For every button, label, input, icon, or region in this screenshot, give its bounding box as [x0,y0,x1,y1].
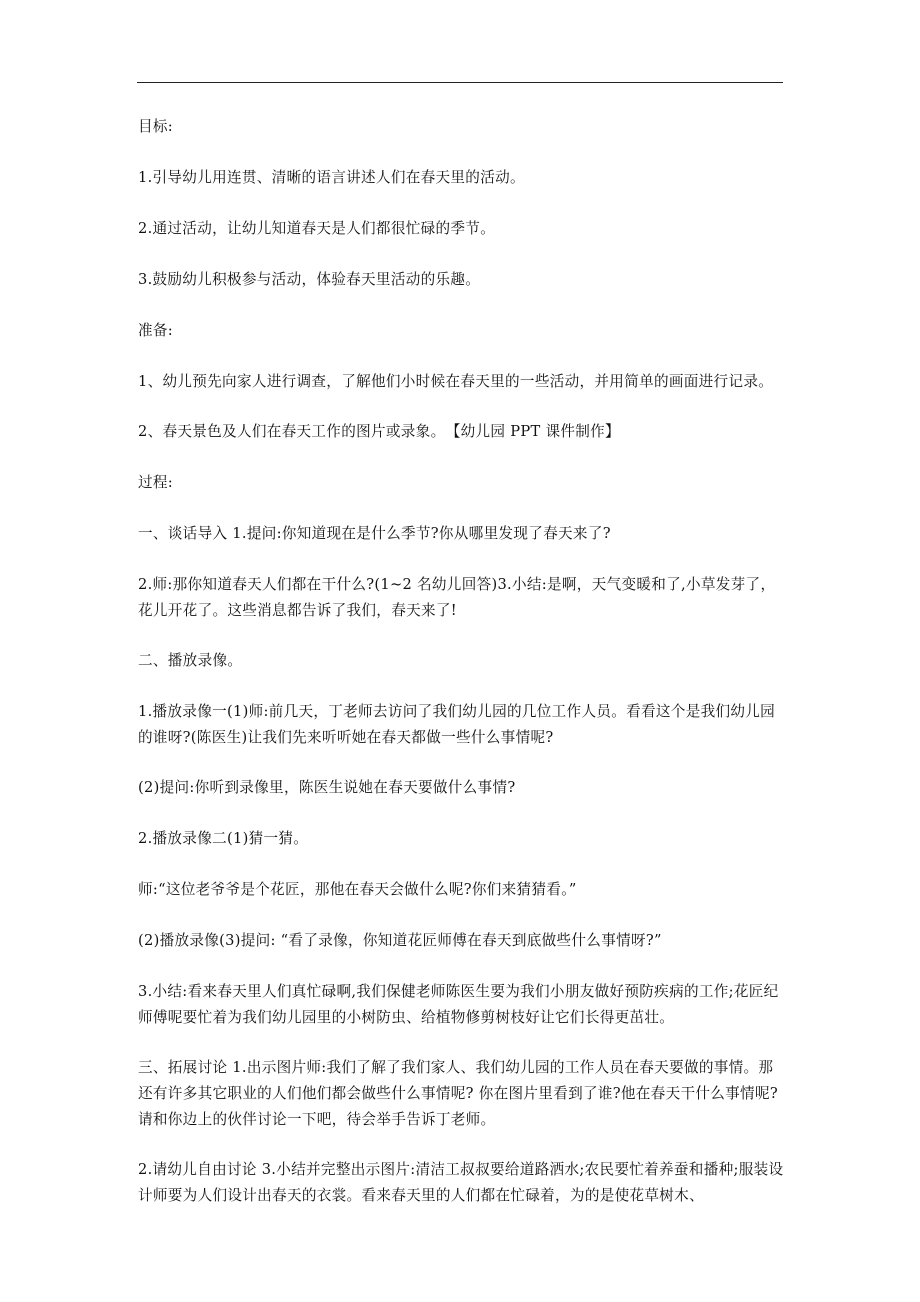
process-paragraph: (2)提问:你听到录像里，陈医生说她在春天要做什么事情? [138,779,516,796]
preparation-item-2: 2、春天景色及人们在春天工作的图片或录象。 【幼儿园 PPT 课件制作】 [138,423,620,440]
section-heading-preparation: 准备: [138,322,174,339]
document-body [138,114,786,1233]
section-heading-goals: 目标: [138,118,174,135]
goal-item-3: 3.鼓励幼儿积极参与活动，体验春天里活动的乐趣。 [138,271,481,288]
process-paragraph: 2.播放录像二(1)猜一猜。 [138,830,309,847]
process-paragraph: 2.请幼儿自由讨论 3.小结并完整出示图片:清洁工叔叔要给道路洒水;农民要忙着养蚕和播种;服装设计师要为人们设计出春天的衣裳。看来春天里的人们都在忙碌着，为的是使花草树木、 [138,1161,784,1204]
process-paragraph: 一、谈话导入 1.提问:你知道现在是什么季节?你从哪里发现了春天来了? [138,525,611,542]
process-paragraph: 师:“这位老爷爷是个花匠，那他在春天会做什么呢?你们来猜猜看。” [138,881,577,898]
section-heading-process: 过程: [138,474,174,491]
process-paragraph: 二、播放录像。 [138,652,243,669]
process-paragraph: 3.小结:看来春天里人们真忙碌啊,我们保健老师陈医生要为我们小朋友做好预防疾病的工作;花匠纪师傅呢要忙着为我们幼儿园里的小树防虫、给植物修剪树枝好让它们长得更茁壮。 [138,983,779,1026]
process-paragraph: 2.师:那你知道春天人们都在干什么?(1~2 名幼儿回答)3.小结:是啊，天气变暖和了,小草发芽了，花儿开花了。这些消息都告诉了我们，春天来了! [138,576,776,619]
goal-item-2: 2.通过活动，让幼儿知道春天是人们都很忙碌的季节。 [138,220,496,237]
process-paragraph: 1.播放录像一(1)师:前几天，丁老师去访问了我们幼儿园的几位工作人员。看看这个是我们幼儿园的谁呀?(陈医生)让我们先来听听她在春天都做一些什么事情呢? [138,703,776,746]
goal-item-1: 1.引导幼儿用连贯、清晰的语言讲述人们在春天里的活动。 [138,169,525,186]
process-paragraph: 三、拓展讨论 1.出示图片师:我们了解了我们家人、我们幼儿园的工作人员在春天要做的事情。那还有许多其它职业的人们他们都会做些什么事情呢? 你在图片里看到了谁?他在春天干什么事情呢?请和你边上的伙伴讨论一下吧，待会举手告诉丁老师。 [138,1059,778,1128]
header-rule [137,82,783,83]
preparation-item-1: 1、幼儿预先向家人进行调查，了解他们小时候在春天里的一些活动，并用简单的画面进行记录。 [138,373,774,390]
process-paragraph: (2)播放录像(3)提问: “看了录像，你知道花匠师傅在春天到底做些什么事情呀?” [138,932,662,949]
